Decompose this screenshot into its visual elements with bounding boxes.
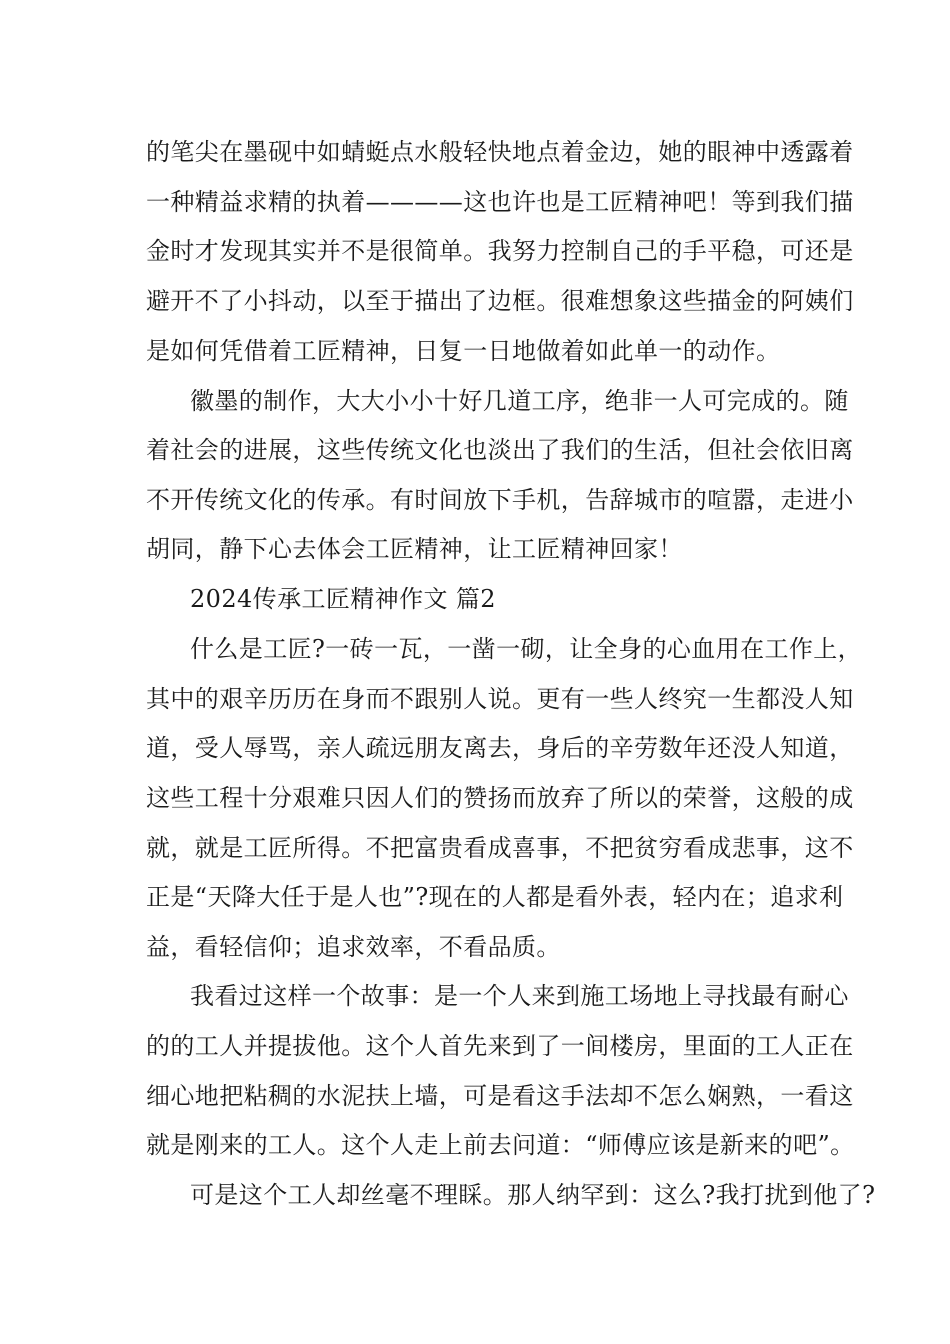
paragraph-first-line: 可是这个工人却丝毫不理睬。那人纳罕到：这么?我打扰到他了?: [190, 1181, 876, 1209]
text-line: 是如何凭借着工匠精神，日复一日地做着如此单一的动作。: [146, 337, 781, 365]
text-line: 细心地把粘稠的水泥扶上墙，可是看这手法却不怎么娴熟，一看这: [146, 1082, 854, 1110]
text-line: 益，看轻信仰；追求效率，不看品质。: [146, 933, 561, 961]
text-line: 就是刚来的工人。这个人走上前去问道：“师傅应该是新来的吧”。: [146, 1131, 855, 1159]
text-line: 的笔尖在墨砚中如蜻蜓点水般轻快地点着金边，她的眼神中透露着: [146, 138, 854, 166]
text-line: 不开传统文化的传承。有时间放下手机，告辞城市的喧嚣，走进小: [146, 486, 854, 514]
text-line: 胡同，静下心去体会工匠精神，让工匠精神回家！: [146, 535, 683, 563]
text-line: 道，受人辱骂，亲人疏远朋友离去，身后的辛劳数年还没人知道，: [146, 734, 854, 762]
text-line: 正是“天降大任于是人也”?现在的人都是看外表，轻内在；追求利: [146, 883, 844, 911]
text-line: 的的工人并提拔他。这个人首先来到了一间楼房，里面的工人正在: [146, 1032, 854, 1060]
text-line: 其中的艰辛历历在身而不跟别人说。更有一些人终究一生都没人知: [146, 685, 854, 713]
section-heading: 2024传承工匠精神作文 篇2: [190, 585, 496, 613]
text-line: 一种精益求精的执着————这也许也是工匠精神吧！等到我们描: [146, 188, 854, 216]
paragraph-first-line: 什么是工匠?一砖一瓦，一凿一砌，让全身的心血用在工作上，: [190, 635, 863, 663]
text-line: 金时才发现其实并不是很简单。我努力控制自己的手平稳，可还是: [146, 237, 854, 265]
text-line: 就，就是工匠所得。不把富贵看成喜事，不把贫穷看成悲事，这不: [146, 834, 854, 862]
text-line: 这些工程十分艰难只因人们的赞扬而放弃了所以的荣誉，这般的成: [146, 784, 854, 812]
text-line: 避开不了小抖动，以至于描出了边框。很难想象这些描金的阿姨们: [146, 287, 854, 315]
paragraph-first-line: 我看过这样一个故事：是一个人来到施工场地上寻找最有耐心: [190, 982, 849, 1010]
text-line: 着社会的进展，这些传统文化也淡出了我们的生活，但社会依旧离: [146, 436, 854, 464]
paragraph-first-line: 徽墨的制作，大大小小十好几道工序，绝非一人可完成的。随: [190, 387, 849, 415]
